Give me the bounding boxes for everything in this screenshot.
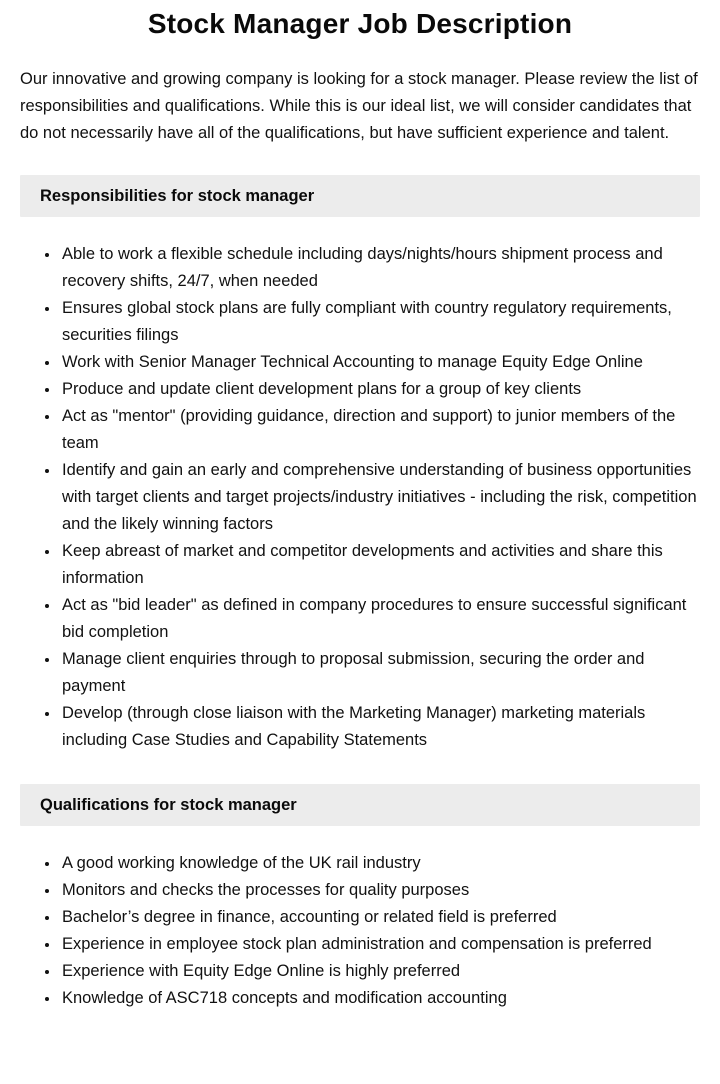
list-item: • Act as "bid leader" as defined in company procedures to ensure successful significant bid completion: [60, 592, 700, 646]
qualifications-heading: Qualifications for stock manager: [40, 796, 297, 814]
qualifications-list: [20, 850, 700, 1012]
list-item: • Work with Senior Manager Technical Accounting to manage Equity Edge Online: [60, 349, 700, 376]
list-item: • Keep abreast of market and competitor developments and activities and share this information: [60, 538, 700, 592]
list-item: • Manage client enquiries through to proposal submission, securing the order and payment: [60, 646, 700, 700]
list-item: • Experience with Equity Edge Online is highly preferred: [60, 958, 700, 985]
list-item: • A good working knowledge of the UK rail industry: [60, 850, 700, 877]
page-title: Stock Manager Job Description: [147, 8, 573, 39]
intro-paragraph: Our innovative and growing company is looking for a stock manager. Please review the list of responsibilities and qualifications. While this is our ideal list, we will consider candidates that do not necessarily have all of the qualifications, but have sufficient experience and talent.: [20, 70, 698, 142]
list-item: • Monitors and checks the processes for quality purposes: [60, 877, 700, 904]
list-item: • Bachelor’s degree in finance, accounting or related field is preferred: [60, 904, 700, 931]
list-item: • Develop (through close liaison with the Marketing Manager) marketing materials including Case Studies and Capability Statements: [60, 700, 700, 754]
list-item: • Ensures global stock plans are fully compliant with country regulatory requirements, securities filings: [60, 295, 700, 349]
list-item: • Identify and gain an early and comprehensive understanding of business opportunities with target clients and target projects/industry initiatives - including the risk, competition and the likely winning factors: [60, 457, 700, 538]
list-item: • Knowledge of ASC718 concepts and modification accounting: [60, 985, 700, 1012]
list-item: • Experience in employee stock plan administration and compensation is preferred: [60, 931, 700, 958]
list-item: • Able to work a flexible schedule including days/nights/hours shipment process and recovery shifts, 24/7, when needed: [60, 241, 700, 295]
responsibilities-heading: Responsibilities for stock manager: [40, 187, 315, 205]
list-item: • Act as "mentor" (providing guidance, direction and support) to junior members of the team: [60, 403, 700, 457]
responsibilities-section-header: [20, 175, 700, 217]
list-item: • Produce and update client development plans for a group of key clients: [60, 376, 700, 403]
qualifications-section-header: [20, 784, 700, 826]
responsibilities-list: [20, 241, 700, 754]
